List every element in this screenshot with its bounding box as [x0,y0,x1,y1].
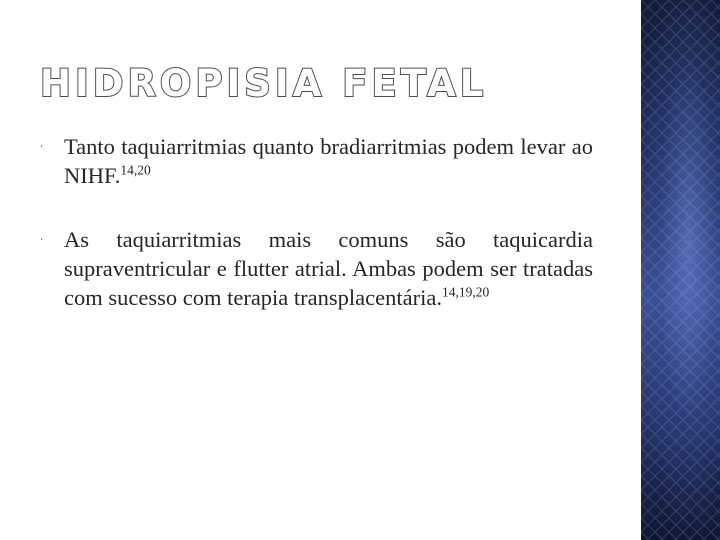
decorative-side-panel [641,0,720,540]
bullet-marker-icon: ∙ [40,232,43,246]
bullet-marker-icon: ∙ [40,139,43,153]
reference-superscript: 14,20 [120,162,151,178]
reference-superscript: 14,19,20 [441,284,490,300]
bullet-item [40,225,593,312]
diamond-pattern-icon [641,0,720,540]
bullet-item [40,132,593,190]
slide-title: HIDROPISIA FETAL [40,62,488,105]
bullet-text: Tanto taquiarritmias quanto bradiarritmias podem levar ao NIHF. [64,134,593,188]
bullet-text: As taquiarritmias mais comuns são taquicardia supraventricular e flutter atrial. Ambas podem ser tratadas com sucesso com terapia transplacentária. [64,227,593,310]
bullet-list [40,132,593,347]
